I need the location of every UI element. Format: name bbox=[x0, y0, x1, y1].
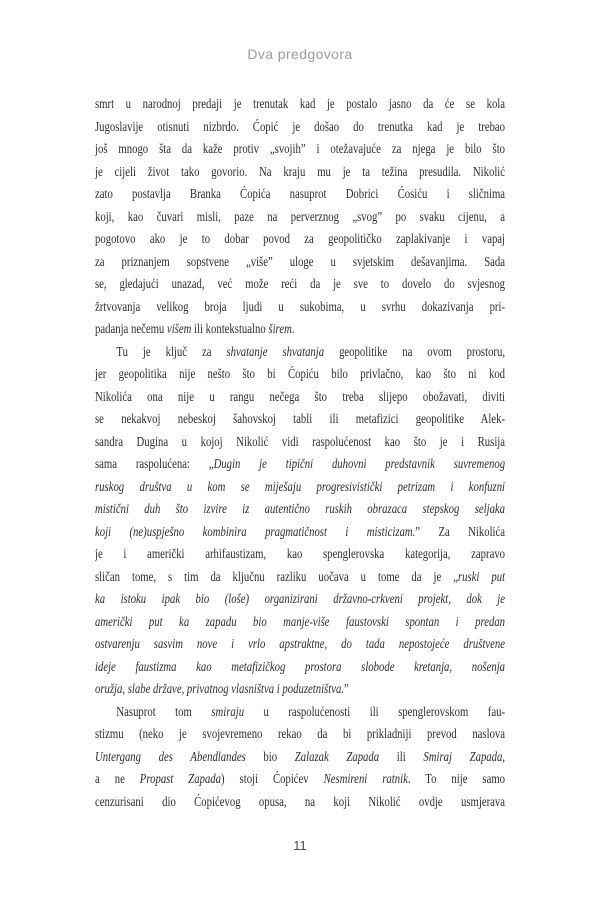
text-line: sama raspolućena: „Dugin je tipični duhovni predstavnik suvremenog bbox=[95, 457, 506, 472]
text-line: američki put ka zapadu bio manje-više faustovski spontan i predan bbox=[95, 614, 506, 630]
text-line: Tu je ključ za shvatanje shvatanja geopolitike na ovom prostoru, bbox=[116, 344, 506, 360]
text-line: koji, kao čuvari misli, paze na perverznog „svog” po svaku cijenu, a bbox=[95, 209, 506, 225]
text-line: žrtvovanja velikog broja ljudi u sukobima, u svrhu dokazivanja pri- bbox=[95, 299, 506, 315]
text-line: smrt u narodnoj predaji je trenutak kad je postalo jasno da će se kola bbox=[95, 97, 506, 112]
text-line: oružja, slabe države, privatnog vlasništva i poduzetništva.” bbox=[95, 682, 349, 697]
text-line: sličan tome, s tim da ključnu razliku uočava u tome da je „ruski put bbox=[95, 569, 506, 585]
text-line: stizmu (neko je svojevremeno rekao da bi prikladniji prevod naslova bbox=[95, 727, 506, 742]
text-line: još mnogo šta da kaže protiv „svojih” i otežavajuće za njega je bilo što bbox=[95, 142, 506, 157]
text-line: cenzurisani dio Ćopićevog opusa, na koji Nikolić ovdje usmjerava bbox=[95, 794, 506, 810]
text-line: se, gledajući unazad, već može reći da je sve to dovelo do svjesnog bbox=[95, 277, 506, 292]
body-text bbox=[95, 94, 505, 814]
text-line: mistični duh što izvire iz autentično ruskih obrazaca stepskog seljaka bbox=[95, 502, 506, 517]
running-head: Dva predgovora bbox=[247, 46, 353, 62]
text-line: padanja nečemu višem ili kontekstualno širem. bbox=[95, 322, 295, 337]
text-line: ideje faustizma kao metafizičkog prostora slobode kretanja, nošenja bbox=[95, 659, 506, 675]
text-line: sandra Dugina u kojoj Nikolić vidi raspolućenost kao što je i Rusija bbox=[95, 434, 506, 450]
text-line: ruskog društva u kom se miješaju progresivistički petrizam i konfuzni bbox=[95, 479, 506, 495]
text-line: koji (ne)uspješno kombinira pragmatičnost i misticizam.” Za Nikolića bbox=[95, 524, 506, 540]
text-line: Nikolića ona nije u rangu nečega što treba slijepo obožavati, diviti bbox=[95, 389, 506, 405]
text-line: Untergang des Abendlandes bio Zalazak Zapada ili Smiraj Zapada, bbox=[95, 749, 506, 765]
text-line: a ne Propast Zapada) stoji Ćopićev Nesmireni ratnik. To nije samo bbox=[95, 772, 506, 787]
text-line: ostvarenju sasvim nove i vrlo apstraktne, do tada nepostojeće društvene bbox=[95, 637, 506, 652]
text-line: je cijeli život tako govorio. Na kraju mu je ta težina presudila. Nikolić bbox=[95, 164, 506, 180]
text-line: jer geopolitika nije nešto što bi Ćopiću bilo privlačno, kao što ni kod bbox=[95, 367, 506, 382]
text-line: je i američki arhifaustizam, kao spenglerovska kategorija, zapravo bbox=[95, 547, 506, 562]
text-line: Jugoslavije otisnuti nizbrdo. Ćopić je došao do trenutka kad je trebao bbox=[95, 119, 506, 135]
text-line: se nekakvoj nebeskoj šahovskoj tabli ili metafizici geopolitike Alek- bbox=[95, 412, 506, 427]
page-number: 11 bbox=[293, 838, 307, 853]
text-line: zato postavlja Branka Ćopića nasuprot Dobrici Ćosiću i sličnima bbox=[95, 187, 506, 202]
text-line: Nasuprot tom smiraju u raspolućenosti ili spenglerovskom fau- bbox=[116, 704, 506, 720]
text-line: pogotovo ako je to dobar povod za geopolitičko zaplakivanje i vapaj bbox=[95, 232, 506, 247]
text-line: za priznanjem sopstvene „više” uloge u svjetskim dešavanjima. Sada bbox=[95, 254, 506, 270]
text-line: ka istoku ipak bio (loše) organizirani državno-crkveni projekt, dok je bbox=[95, 592, 506, 607]
